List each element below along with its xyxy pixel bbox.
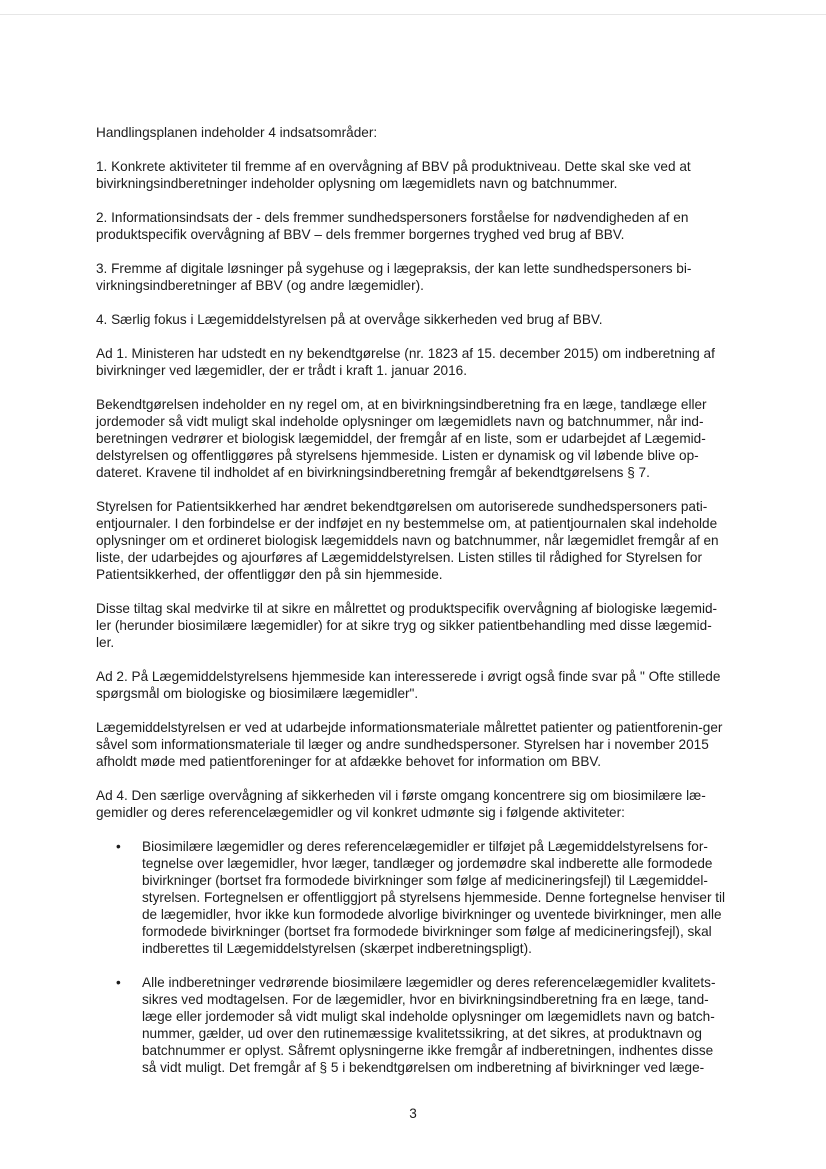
- paragraph-2: 2. Informationsindsats der - dels fremmer sundhedspersoners forståelse for nødvendigheden af en produktspecifik overvågning af BBV – dels fremmer borgernes tryghed ved brug af BBV.: [96, 210, 689, 242]
- paragraph-tiltag: Disse tiltag skal medvirke til at sikre en målrettet og produktspecifik overvågning af biologiske lægemid-ler (herunder biosimilære lægemidler) for at sikre tryg og sikker patientbehandling med disse lægemid-ler.: [96, 601, 718, 650]
- paragraph-ad2: Ad 2. På Lægemiddelstyrelsens hjemmeside kan interesserede i øvrigt også finde svar på " Ofte stillede spørgsmål om biologiske og biosimilære lægemidler".: [96, 669, 721, 701]
- paragraph-3: 3. Fremme af digitale løsninger på sygehuse og i lægepraksis, der kan lette sundhedspersoners bi-virkningsindberetninger af BBV (og andre lægemidler).: [96, 261, 692, 293]
- bullet-text-2: Alle indberetninger vedrørende biosimilære lægemidler og deres referencelægemidler kvalitets-sikres ved modtagelsen. For de lægemidler, hvor en bivirkningsindberetning fra en læge, tand-læge eller jordemoder så vidt muligt skal indeholde oplysninger om lægemidlets navn og batch-nummer, gælder, ud over den rutinemæssige kvalitetssikring, at det sikres, at produktnavn og batchnummer er oplyst. Såfremt oplysningerne ikke fremgår af indberetningen, indhentes disse så vidt muligt. Det fremgår af § 5 i bekendtgørelsen om indberetning af bivirkninger ved læge-: [142, 975, 716, 1075]
- top-scan-edge: [0, 14, 826, 15]
- page-number: 3: [409, 1106, 417, 1121]
- bullet-item-2: [96, 974, 726, 1076]
- document-page: [96, 124, 726, 1076]
- paragraph-patientsikkerhed: Styrelsen for Patientsikkerhed har ændret bekendtgørelsen om autoriserede sundhedspersoners pati-entjournaler. I den forbindelse er der indføjet en ny bestemmelse om, at patientjournalen skal indeholde oplysninger om et ordineret biologisk lægemiddels navn og batchnummer, når lægemidlet fremgår af en liste, der udarbejdes og ajourføres af Lægemiddelstyrelsen. Listen stilles til rådighed for Styrelsen for Patientsikkerhed, der offentliggør den på sin hjemmeside.: [96, 499, 719, 582]
- bullet-icon: •: [116, 839, 121, 854]
- paragraph-ad4: Ad 4. Den særlige overvågning af sikkerheden vil i første omgang koncentrere sig om biosimilære læ-gemidler og deres referencelægemidler og vil konkret udmønte sig i følgende aktiviteter:: [96, 788, 706, 820]
- intro-paragraph: Handlingsplanen indeholder 4 indsatsområder:: [96, 125, 378, 140]
- bullet-list: [96, 838, 726, 1076]
- bullet-text-1: Biosimilære lægemidler og deres referencelægemidler er tilføjet på Lægemiddelstyrelsens for-tegnelse over lægemidler, hvor læger, tandlæger og jordemødre skal indberette alle formodede bivirkninger (bortset fra formodede bivirkninger som følge af medicineringsfejl) til Lægemiddel-styrelsen. Fortegnelsen er offentliggjort på styrelsens hjemmeside. Denne fortegnelse henviser til de lægemidler, hvor ikke kun formodede alvorlige bivirkninger og uventede bivirkninger, men alle formodede bivirkninger (bortset fra formodede bivirkninger som følge af medicineringsfejl), skal indberettes til Lægemiddelstyrelsen (skærpet indberetningspligt).: [142, 839, 726, 956]
- paragraph-bekendtgorelse: Bekendtgørelsen indeholder en ny regel om, at en bivirkningsindberetning fra en læge, tandlæge eller jordemoder så vidt muligt skal indeholde oplysninger om lægemidlets navn og batchnummer, når ind-beretningen vedrører et biologisk lægemiddel, der fremgår af en liste, som er udarbejdet af Lægemid-delstyrelsen og offentliggøres på styrelsens hjemmeside. Listen er dynamisk og vil løbende blive op-dateret. Kravene til indholdet af en bivirkningsindberetning fremgår af bekendtgørelsens § 7.: [96, 397, 707, 480]
- paragraph-informationsmateriale: Lægemiddelstyrelsen er ved at udarbejde informationsmateriale målrettet patienter og patientforenin-ger såvel som informationsmateriale til læger og andre sundhedspersoner. Styrelsen har i november 2015 afholdt møde med patientforeninger for at afdække behovet for information om BBV.: [96, 720, 723, 769]
- paragraph-ad1: Ad 1. Ministeren har udstedt en ny bekendtgørelse (nr. 1823 af 15. december 2015) om indberetning af bivirkninger ved lægemidler, der er trådt i kraft 1. januar 2016.: [96, 346, 715, 378]
- bullet-icon: •: [116, 975, 121, 990]
- bullet-item-1: [96, 838, 726, 957]
- paragraph-1: 1. Konkrete aktiviteter til fremme af en overvågning af BBV på produktniveau. Dette skal ske ved at bivirkningsindberetninger indeholder oplysning om lægemidlets navn og batchnummer.: [96, 159, 691, 191]
- paragraph-4: 4. Særlig fokus i Lægemiddelstyrelsen på at overvåge sikkerheden ved brug af BBV.: [96, 312, 603, 327]
